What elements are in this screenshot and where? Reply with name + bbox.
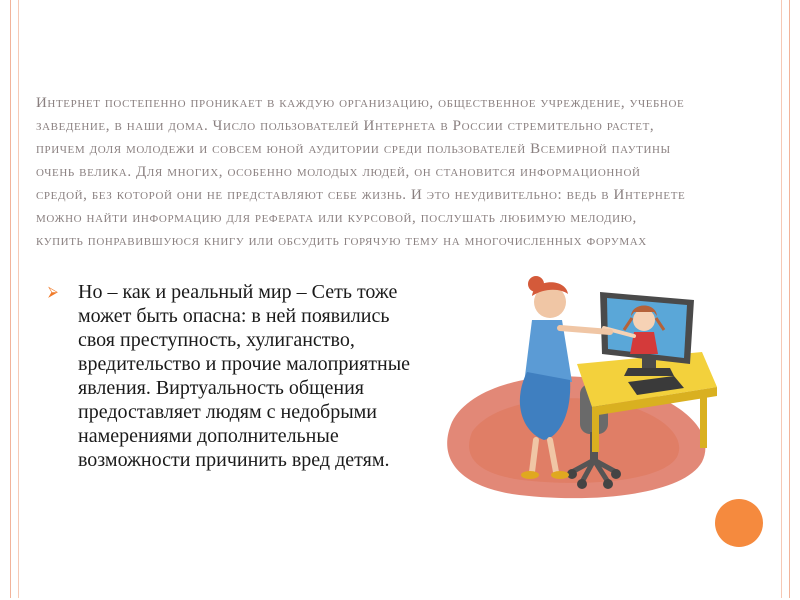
bullet-text: Но – как и реальный мир – Сеть тоже может быть опасна: в ней появились своя преступность, хулиганство, вредительство и прочие малоприятные явления. Виртуальность общения предоставляет людям с недобрыми намерениями дополнительные возможности причинить вред детям. [78, 281, 411, 471]
decorative-orange-circle [715, 499, 763, 547]
bullet-icon: ⮚ [48, 285, 58, 300]
bullet-item [48, 280, 428, 472]
illustration-mother-child-computer [432, 272, 722, 504]
slide-heading: Интернет постепенно проникает в каждую организацию, общественное учреждение, учебное заведение, в наши дома. Число пользователей Интернета в России стремительно растет, причем доля молодежи и совсем юной аудитории среди пользователей Всемирной паутины очень велика. Для многих, особенно молодых людей, он становится информационной средой, без которой они не представляют себе жизнь. И это неудивительно: ведь в Интернете можно найти информацию для реферата или курсовой, послушать любимую мелодию, купить понравившуюся книгу или обсудить горячую тему на многочисленных форумах [36, 95, 686, 249]
body-block [48, 280, 428, 472]
illustration-svg [432, 272, 722, 504]
